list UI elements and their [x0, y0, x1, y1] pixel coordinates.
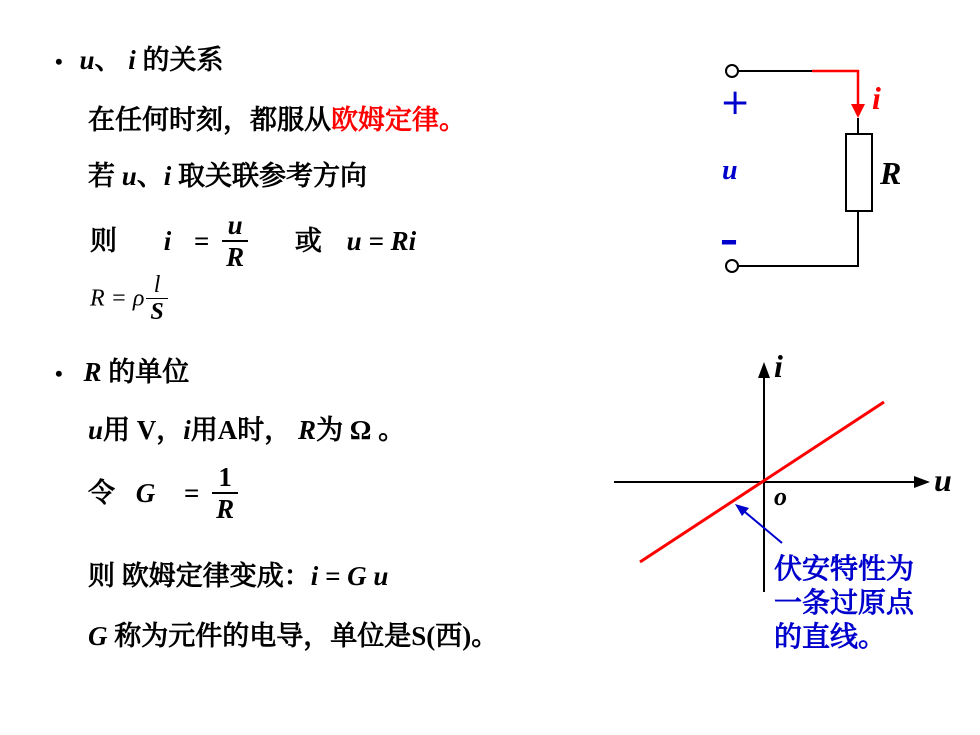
line-prefix: 若 — [88, 161, 122, 191]
annotation-pointer — [739, 507, 782, 543]
var-r: R — [298, 415, 317, 445]
eq-sign: = — [184, 478, 200, 508]
var-r: R — [83, 357, 102, 387]
fraction-numerator: u — [227, 210, 243, 240]
eq-sign: = — [194, 226, 210, 256]
fraction-denominator: R — [222, 240, 248, 272]
units-text-3: 为 Ω 。 — [316, 415, 406, 445]
eq-lhs-i: i — [163, 226, 172, 256]
y-axis-arrow-icon — [758, 362, 770, 378]
minus-sign: – — [720, 220, 738, 261]
line-prefix: 则 欧姆定律变成： — [88, 561, 311, 591]
annotation-line: 伏安特性为 — [774, 552, 915, 585]
fraction-numerator: l — [153, 272, 161, 298]
annotation-line: 的直线。 — [774, 620, 887, 653]
separator: 、 — [136, 161, 164, 191]
var-u: u — [79, 45, 95, 75]
resistivity-lhs: R = ρ — [90, 285, 145, 312]
fraction-denominator: R — [212, 492, 238, 524]
var-i: i — [128, 45, 136, 75]
wire-bottom — [738, 211, 858, 266]
bullet: • — [55, 361, 63, 386]
fraction-denominator: S — [146, 298, 167, 325]
ling-word: 令 — [88, 478, 115, 508]
origin-label: o — [774, 482, 787, 511]
var-g: G — [135, 478, 156, 508]
x-axis-arrow-icon — [914, 476, 930, 488]
separator: 、 — [94, 45, 122, 75]
y-axis-label: i — [774, 348, 783, 384]
var-i: i — [163, 161, 172, 191]
bullet: • — [55, 49, 63, 74]
line-text: 取关联参考方向 — [171, 161, 368, 191]
units-text-2: 用A时， — [190, 415, 299, 445]
then-word: 则 — [90, 226, 117, 256]
annotation-line: 一条过原点 — [774, 586, 915, 619]
current-arrow-icon — [851, 104, 865, 118]
line-prefix: 在任何时刻，都服从 — [88, 105, 331, 135]
or-word: 或 — [294, 226, 322, 256]
resistor-label: R — [880, 155, 902, 191]
current-path — [812, 71, 858, 112]
ohm-law-highlight: 欧姆定律。 — [331, 105, 466, 135]
current-label: i — [872, 80, 881, 116]
eq-u-ri: u = Ri — [346, 226, 417, 256]
heading-text: 的关系 — [135, 45, 224, 75]
plus-sign: + — [720, 82, 751, 123]
var-u: u — [121, 161, 137, 191]
voltage-label: u — [722, 155, 738, 186]
terminal-bottom — [726, 260, 738, 272]
graph-annotation — [774, 552, 914, 654]
var-u: u — [88, 415, 104, 445]
units-text-1: 用 V， — [103, 415, 184, 445]
var-i: i — [183, 415, 191, 445]
resistor-symbol — [846, 134, 872, 211]
formula-i-gu: i = G u — [310, 561, 389, 591]
fraction-numerator: 1 — [218, 462, 232, 492]
var-g: G — [88, 621, 108, 651]
line-text: 称为元件的电导，单位是S(西)。 — [107, 621, 499, 651]
x-axis-label: u — [934, 462, 952, 498]
heading-text: 的单位 — [101, 357, 190, 387]
terminal-top — [726, 65, 738, 77]
